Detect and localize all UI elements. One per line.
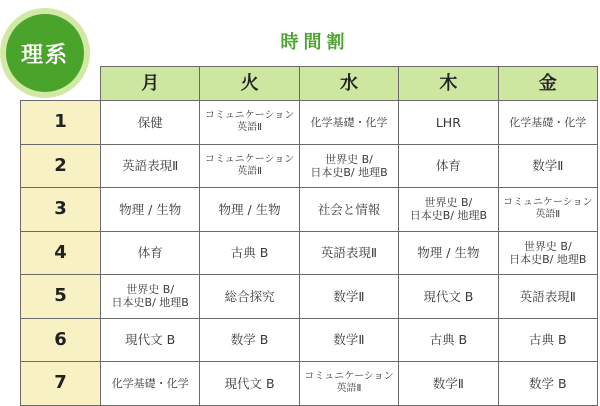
class-name-line: 世界史 B/ [424,196,473,210]
class-name-line: 数学Ⅱ [432,375,464,391]
class-cell [101,275,200,319]
class-name-line: 英語Ⅱ [336,383,362,395]
period-row [21,362,598,406]
class-name-line: 日本史B/ 地理B [509,252,587,266]
class-name-line: 化学基礎・化学 [310,115,388,129]
class-cell [399,362,498,406]
class-cell [101,188,200,232]
class-name-line: 日本史B/ 地理B [111,296,189,310]
class-cell [101,362,200,406]
class-cell [299,318,398,362]
class-cell [399,318,498,362]
class-name-line: 体育 [137,245,163,261]
class-name-line: コミュニケーション [304,371,394,383]
class-cell [200,275,299,319]
class-cell [200,188,299,232]
class-cell [200,362,299,406]
class-cell [498,231,597,275]
class-name-line: 古典 B [230,245,269,261]
class-name-line: コミュニケーション [204,153,295,165]
class-name-line: 化学基礎・化学 [111,376,189,390]
class-cell [101,144,200,188]
class-name-line: 英語表現Ⅱ [320,245,378,261]
class-cell [200,231,299,275]
class-name-line: 数学Ⅱ [532,158,564,174]
class-name-line: 現代文 B [224,375,275,391]
period-row [21,188,598,232]
class-cell [299,188,398,232]
class-cell [299,144,398,188]
class-name-line: 数学 B [230,332,269,348]
class-cell [498,318,597,362]
class-name-line: 体育 [435,158,461,174]
class-cell [299,362,398,406]
period-row [21,101,598,145]
class-name-line: 古典 B [429,332,468,348]
class-name-line: 現代文 B [125,332,176,348]
class-name-line: 世界史 B/ [325,152,373,166]
class-cell [200,318,299,362]
class-name-line: 古典 B [529,332,567,348]
timetable [20,66,598,406]
class-cell [498,275,597,319]
class-name-line: 世界史 B/ [523,239,572,253]
day-header: 木 [399,67,498,101]
class-name-line: 物理 / 生物 [119,201,182,217]
period-row [21,318,598,362]
class-cell [399,101,498,145]
class-name-line: 数学Ⅱ [333,288,365,304]
class-cell [101,318,200,362]
day-header: 水 [299,67,398,101]
period-row [21,275,598,319]
class-name-line: 英語Ⅱ [237,165,263,177]
day-header-row [21,67,598,101]
class-cell [399,144,498,188]
class-name-line: コミュニケーション [503,197,593,209]
period-number: 6 [21,318,101,362]
class-name-line: 英語表現Ⅱ [519,288,576,304]
class-name-line: 化学基礎・化学 [509,115,587,129]
period-number: 3 [21,188,101,232]
class-name-line: 社会と情報 [317,201,381,217]
class-cell [498,188,597,232]
class-name-line: 物理 / 生物 [417,245,480,261]
class-cell [399,188,498,232]
class-name-line: 総合探究 [224,288,275,304]
class-cell [399,231,498,275]
class-cell [200,144,299,188]
period-number: 7 [21,362,101,406]
class-name-line: 英語Ⅱ [237,122,263,134]
class-cell [299,275,398,319]
page-title: 時間割 [280,32,350,53]
class-name-line: 数学Ⅱ [333,332,365,348]
period-row [21,231,598,275]
class-name-line: 世界史 B/ [126,283,175,297]
class-cell [299,101,398,145]
class-name-line: LHR [435,114,461,130]
period-number: 1 [21,101,101,145]
period-row [21,144,598,188]
day-header: 月 [101,67,200,101]
period-number: 4 [21,231,101,275]
class-name-line: 英語表現Ⅱ [122,158,179,174]
class-name-line: 英語Ⅱ [535,209,561,221]
class-cell [498,362,597,406]
class-cell [200,101,299,145]
class-cell [101,231,200,275]
class-name-line: 日本史B/ 地理B [409,209,488,223]
class-name-line: 物理 / 生物 [218,201,281,217]
class-name-line: 日本史B/ 地理B [310,165,388,179]
period-number: 2 [21,144,101,188]
class-cell [399,275,498,319]
day-header: 金 [498,67,597,101]
class-name-line: コミュニケーション [204,110,295,122]
class-cell [498,101,597,145]
class-name-line: 保健 [137,114,163,130]
class-name-line: 現代文 B [423,288,474,304]
period-number: 5 [21,275,101,319]
class-name-line: 数学 B [529,375,567,391]
class-cell [498,144,597,188]
class-cell [101,101,200,145]
corner-cell [21,67,101,101]
class-cell [299,231,398,275]
day-header: 火 [200,67,299,101]
course-badge-label: 理系 [6,14,84,92]
